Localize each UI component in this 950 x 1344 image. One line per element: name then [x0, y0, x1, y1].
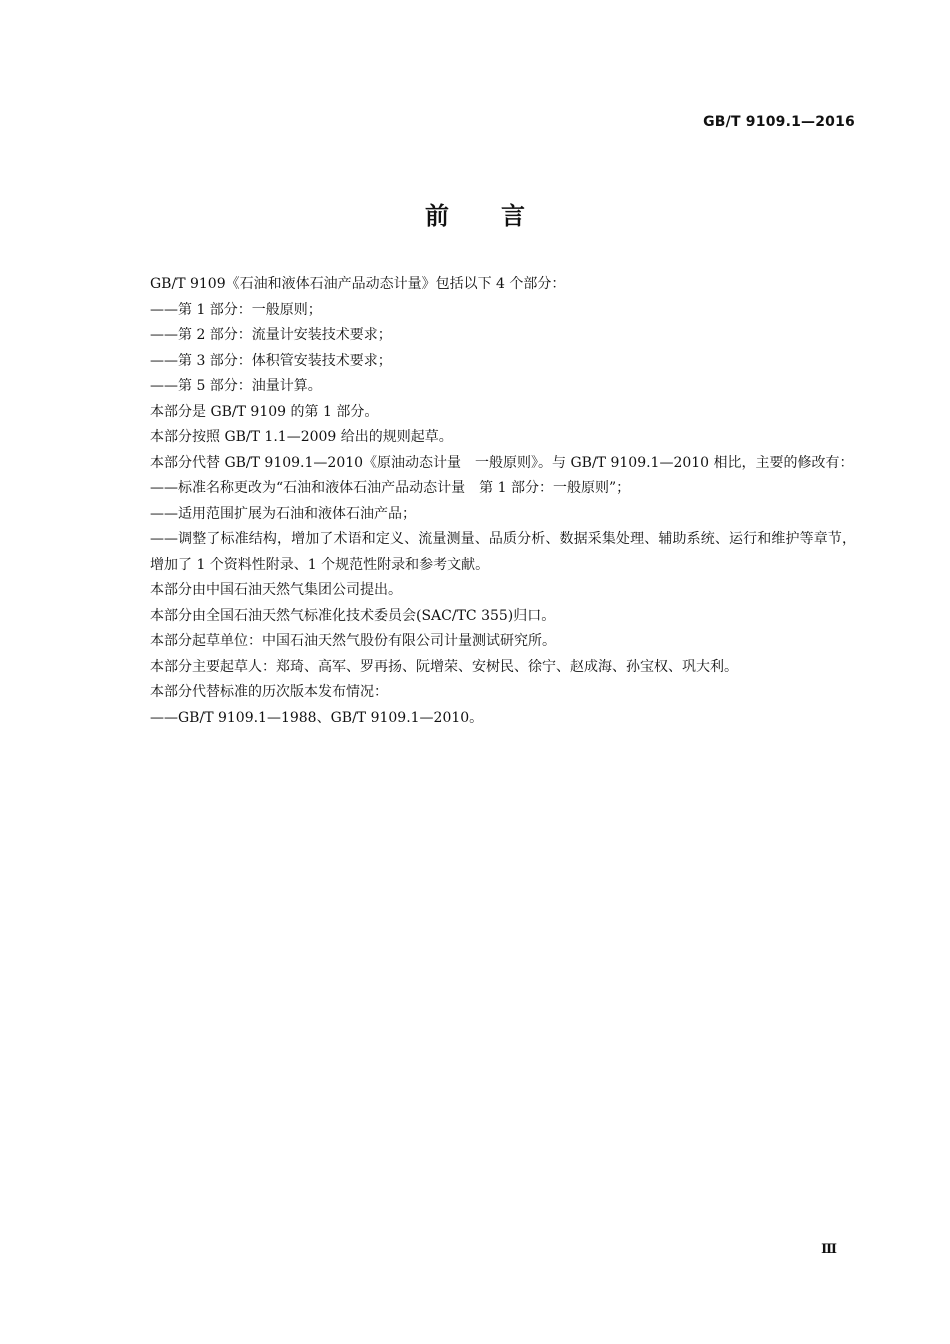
- paragraph-parts-intro: GB/T 9109《石油和液体石油产品动态计量》包括以下 4 个部分：: [150, 276, 566, 292]
- standard-code: GB/T 9109.1—2016: [703, 114, 855, 130]
- list-item-part-1: ——第 1 部分：一般原则；: [150, 301, 322, 318]
- page-number: Ⅲ: [821, 1242, 837, 1257]
- paragraph-replaces: 本部分代替 GB/T 9109.1—2010《原油动态计量 一般原则》。与 GB/T 9109.1—2010 相比，主要的修改有：: [150, 454, 854, 471]
- list-item-change-scope: ——适用范围扩展为石油和液体石油产品；: [150, 505, 416, 522]
- paragraph-drafting-rules: 本部分按照 GB/T 1.1—2009 给出的规则起草。: [150, 429, 453, 445]
- list-item-part-2: ——第 2 部分：流量计安装技术要求；: [150, 327, 392, 343]
- paragraph-history-intro: 本部分代替标准的历次版本发布情况：: [150, 684, 388, 700]
- paragraph-technical-committee: 本部分由全国石油天然气标准化技术委员会(SAC/TC 355)归口。: [150, 607, 556, 624]
- paragraph-drafters: 本部分主要起草人：郑琦、高军、罗再扬、阮增荣、安树民、徐宁、赵成海、孙宝权、巩大利。: [150, 658, 738, 675]
- paragraph-drafting-unit: 本部分起草单位：中国石油天然气股份有限公司计量测试研究所。: [150, 633, 556, 649]
- list-item-part-3: ——第 3 部分：体积管安装技术要求；: [150, 352, 392, 369]
- list-item-change-name: ——标准名称更改为“石油和液体石油产品动态计量 第 1 部分：一般原则”；: [150, 480, 631, 496]
- paragraph-proposed-by: 本部分由中国石油天然气集团公司提出。: [150, 582, 402, 598]
- list-item-history: ——GB/T 9109.1—1988、GB/T 9109.1—2010。: [150, 709, 484, 726]
- paragraph-this-part: 本部分是 GB/T 9109 的第 1 部分。: [150, 403, 379, 420]
- list-item-change-structure: [120, 527, 856, 578]
- page-title: 前言: [425, 202, 577, 230]
- list-item-change-structure-text: ——调整了标准结构，增加了术语和定义、流量测量、品质分析、数据采集处理、辅助系统、运行和维护等章节，增加了 1 个资料性附录、1 个规范性附录和参考文献。: [150, 531, 856, 573]
- preface-body: [120, 272, 856, 731]
- list-item-part-5: ——第 5 部分：油量计算。: [150, 378, 322, 394]
